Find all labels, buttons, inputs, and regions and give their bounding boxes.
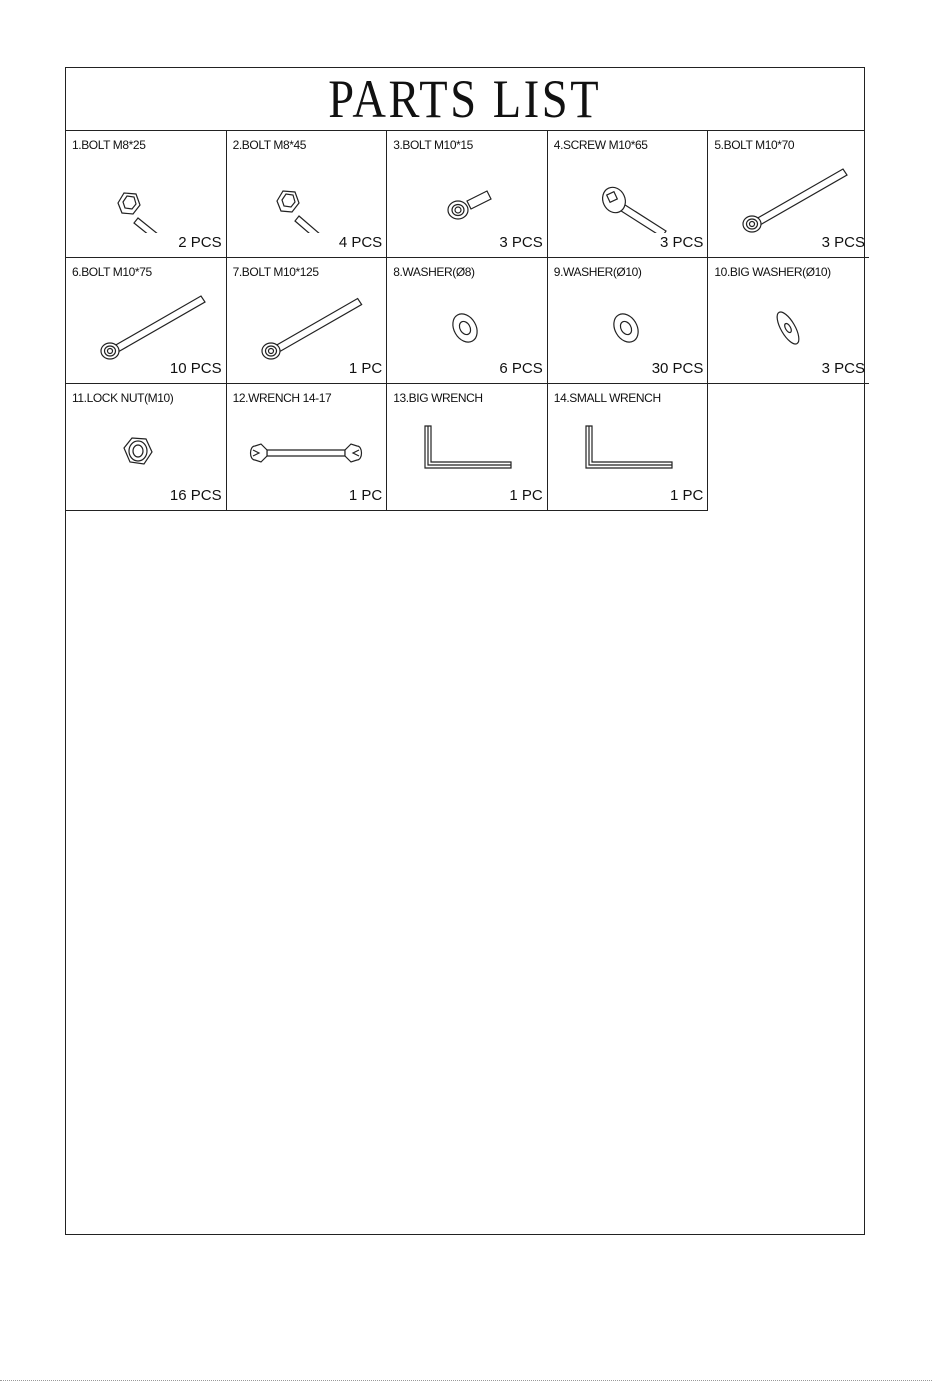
part-label: 10.BIG WASHER(Ø10) [714, 264, 831, 279]
allen-key-icon [387, 406, 547, 486]
part-label: 9.WASHER(Ø10) [553, 264, 642, 279]
big-washer-icon [708, 280, 868, 360]
part-label: 14.SMALL WRENCH [553, 391, 661, 406]
socket-bolt-long-icon [66, 280, 226, 360]
lock-nut-icon [66, 406, 226, 486]
part-label: 11.LOCK NUT(M10) [72, 391, 174, 406]
hex-bolt-icon [66, 153, 226, 233]
socket-bolt-long-icon [227, 280, 387, 360]
part-label: 7.BOLT M10*125 [232, 264, 319, 279]
part-label: 12.WRENCH 14-17 [232, 391, 332, 406]
page-title: PARTS LIST [328, 69, 602, 129]
part-label: 5.BOLT M10*70 [714, 138, 795, 152]
part-cell [387, 258, 548, 385]
washer-icon [548, 280, 708, 360]
part-quantity: 3 PCS [499, 233, 543, 251]
part-cell [548, 131, 709, 258]
part-label: 13.BIG WRENCH [393, 391, 483, 406]
part-quantity: 3 PCS [821, 360, 865, 378]
part-cell [66, 384, 227, 511]
open-end-wrench-icon [227, 406, 387, 486]
part-quantity: 3 PCS [660, 233, 704, 251]
part-quantity: 1 PC [509, 486, 543, 504]
part-quantity: 1 PC [670, 486, 704, 504]
part-label: 2.BOLT M8*45 [232, 138, 307, 152]
part-cell [227, 258, 388, 385]
part-label: 3.BOLT M10*15 [393, 138, 473, 152]
washer-icon [387, 280, 547, 360]
part-cell [708, 131, 869, 258]
part-quantity: 1 PC [348, 360, 383, 378]
part-cell [66, 258, 227, 385]
part-label: 4.SCREW M10*65 [553, 138, 648, 152]
allen-key-icon [548, 406, 708, 486]
part-quantity: 3 PCS [821, 233, 865, 251]
part-cell [548, 384, 709, 511]
parts-list-frame [65, 67, 865, 1235]
part-label: 6.BOLT M10*75 [72, 264, 152, 279]
part-cell [708, 258, 869, 385]
part-quantity: 6 PCS [499, 360, 543, 378]
title-row [66, 68, 864, 131]
part-label: 8.WASHER(Ø8) [393, 264, 475, 279]
part-cell [227, 131, 388, 258]
part-quantity: 10 PCS [169, 360, 222, 378]
socket-bolt-short-icon [387, 153, 547, 233]
hex-bolt-icon [227, 153, 387, 233]
carriage-screw-icon [548, 153, 708, 233]
part-quantity: 4 PCS [338, 233, 383, 251]
part-quantity: 2 PCS [178, 233, 222, 251]
socket-bolt-long-icon [708, 153, 868, 233]
part-label: 1.BOLT M8*25 [72, 138, 146, 152]
part-cell [548, 258, 709, 385]
part-quantity: 16 PCS [169, 486, 222, 504]
part-quantity: 30 PCS [651, 360, 704, 378]
part-cell [387, 384, 548, 511]
part-quantity: 1 PC [348, 486, 383, 504]
part-cell [66, 131, 227, 258]
part-cell [227, 384, 388, 511]
part-cell [387, 131, 548, 258]
